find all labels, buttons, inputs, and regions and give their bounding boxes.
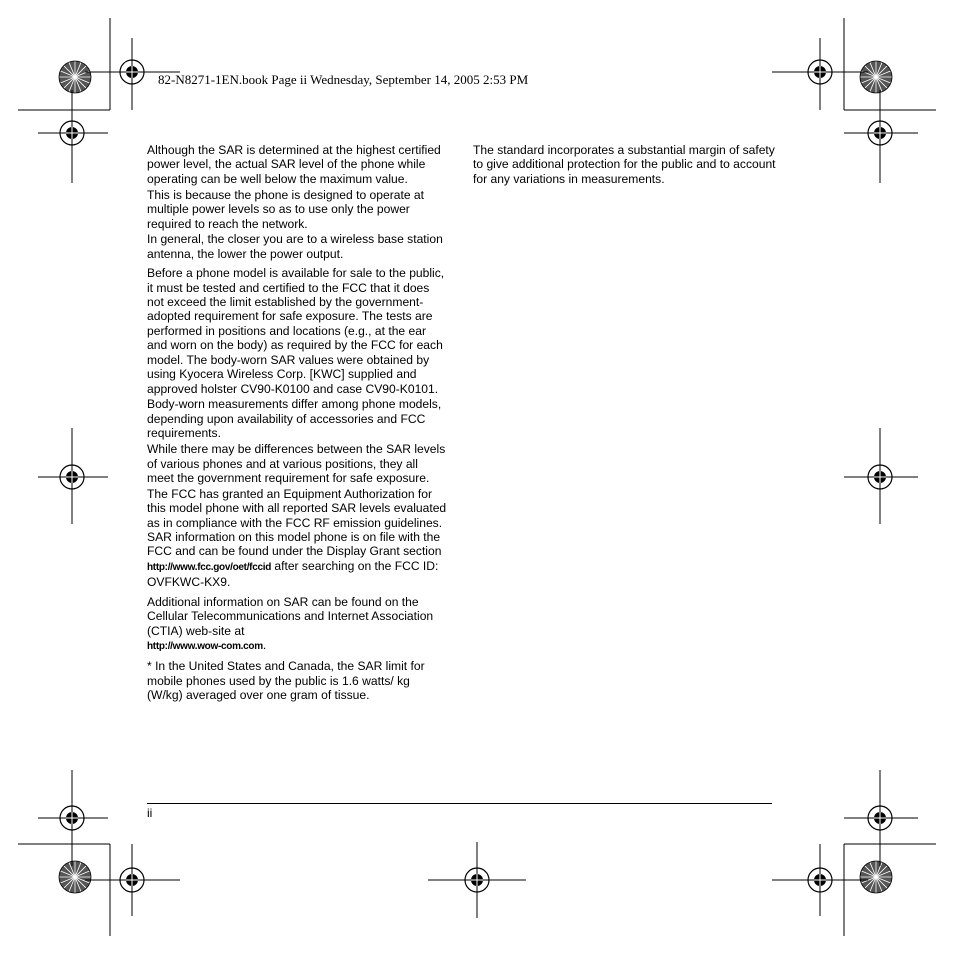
paragraph: In general, the closer you are to a wireless base station antenna, the lower the power output. xyxy=(147,232,443,261)
paragraph-text: after searching on the FCC ID: OVFKWC-KX9. xyxy=(147,558,439,590)
star-target-icon xyxy=(59,861,91,893)
star-target-icon xyxy=(860,61,892,93)
paragraph-text: . xyxy=(262,637,267,652)
footer-rule xyxy=(147,803,772,804)
star-target-icon xyxy=(860,861,892,893)
paragraph xyxy=(147,595,447,655)
paragraph: The standard incorporates a substantial margin of safety to give additional protection for the public and to account for any variations in measurements. xyxy=(473,143,776,186)
left-column xyxy=(147,143,447,704)
paragraph: Although the SAR is determined at the highest certified power level, the actual SAR level of the phone while operating can be well below the maximum value. xyxy=(147,143,441,186)
star-target-icon xyxy=(59,61,91,93)
paragraph-text: The FCC has granted an Equipment Authorization for this model phone with all reported SAR levels evaluated as in compliance with the FCC RF emission guidelines. SAR information on this model phone is on file with the FCC and can be found under the Display Grant section xyxy=(147,486,447,559)
right-column xyxy=(473,143,778,188)
paragraph: Before a phone model is available for sale to the public, it must be tested and certified to the FCC that it does not exceed the limit established by the government-adopted requirement for safe exposure. The tests are performed in positions and locations (e.g., at the ear and worn on the body) as required by the FCC for each model. The body-worn SAR values were obtained by using Kyocera Wireless Corp. [KWC] supplied and approved holster CV90-K0100 and case CV90-K0101. xyxy=(147,266,445,396)
paragraph-text: Additional information on SAR can be found on the Cellular Telecommunications and Internet Association (CTIA) web-site at xyxy=(147,594,434,638)
book-header: 82-N8271-1EN.book Page ii Wednesday, September 14, 2005 2:53 PM xyxy=(158,72,529,87)
paragraph: While there may be differences between the SAR levels of various phones and at various positions, they all meet the government requirement for safe exposure. xyxy=(147,442,446,485)
fcc-link[interactable]: http://www.fcc.gov/oet/fccid xyxy=(147,561,272,573)
page-number: ii xyxy=(147,806,153,820)
paragraph: Body-worn measurements differ among phone models, depending upon availability of accessories and FCC requirements. xyxy=(147,397,442,441)
ctia-link[interactable]: http://www.wow-com.com xyxy=(147,640,263,652)
paragraph xyxy=(147,487,447,590)
paragraph: This is because the phone is designed to operate at multiple power levels so as to use only the power required to reach the network. xyxy=(147,187,424,231)
footnote: * In the United States and Canada, the SAR limit for mobile phones used by the public is 1.6 watts/ kg (W/kg) averaged over one gram of tissue. xyxy=(147,659,425,703)
